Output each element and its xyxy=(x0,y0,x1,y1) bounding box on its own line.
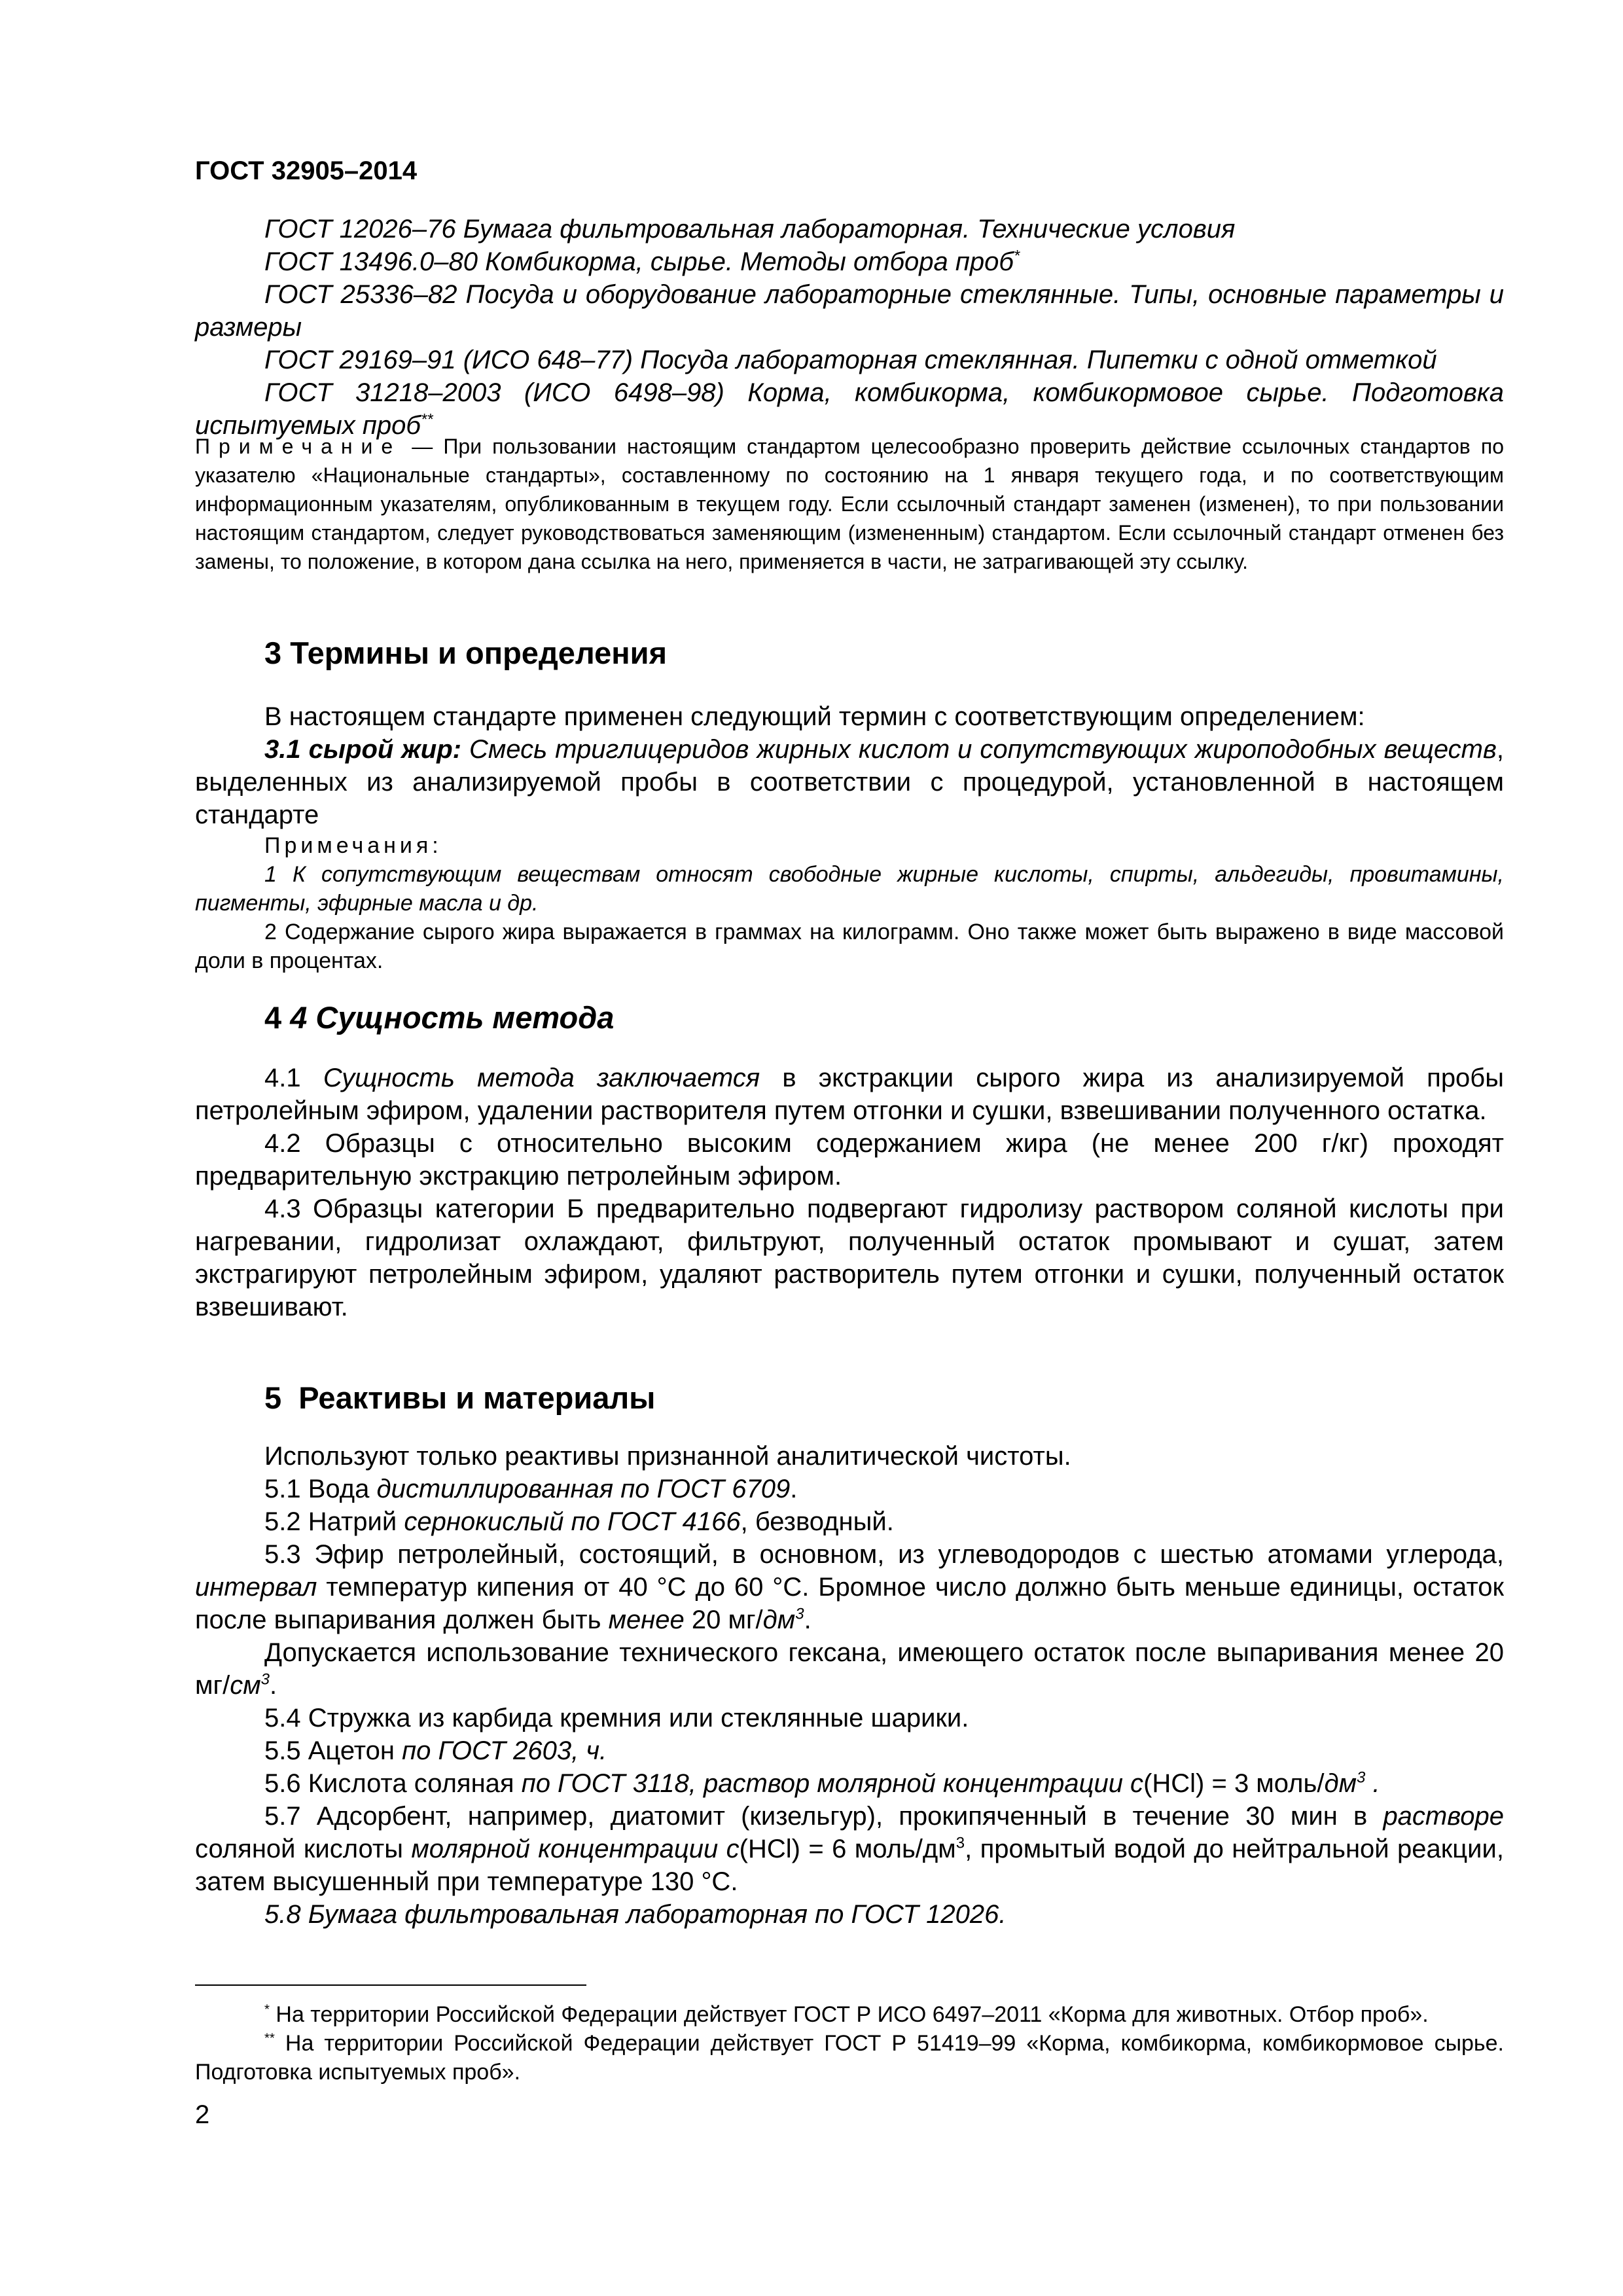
footnote-marker: * xyxy=(1013,247,1020,265)
paragraph: 5.5 Ацетон по ГОСТ 2603, ч. xyxy=(264,1736,607,1765)
section-5-body xyxy=(195,1440,1504,1931)
paragraph: Используют только реактивы признанной аналитической чистоты. xyxy=(264,1442,1071,1471)
term: 3.1 сырой жир: xyxy=(264,735,461,764)
footnote-marker: ** xyxy=(420,410,433,429)
footnote-marker: * xyxy=(264,2002,270,2017)
paragraph: 5.7 Адсорбент, например, диатомит (кизельгур), прокипяченный в течение 30 мин в растворе соляной кислоты молярной концентрации с(HCl) = 6 моль/$дм^3$, промытый водой до нейтральной реакции, затем высушенный при температуре 130 °С. xyxy=(195,1802,1504,1896)
footnote: ** На территории Российской Федерации действует ГОСТ Р 51419–99 «Корма, комбикорма, комбикормовое сырье. Подготовка испытуемых проб». xyxy=(195,2031,1504,2085)
paragraph: В настоящем стандарте применен следующий термин с соответствующим определением: xyxy=(264,702,1365,731)
reference-item: ГОСТ 25336–82 Посуда и оборудование лабораторные стеклянные. Типы, основные параметры и размеры xyxy=(195,280,1504,342)
references-note: Примечание — При пользовании настоящим стандартом целесообразно проверить действие ссылочных стандартов по указателю «Национальные стандарты», составленному по состоянию на 1 января текущего года, и по соответствующим информационным указателям, опубликованным в текущем году. Если ссылочный стандарт заменен (изменен), то при пользовании настоящим стандартом, следует руководствоваться заменяющим (измененным) стандартом. Если ссылочный стандарт отменен без замены, то положение, в котором дана ссылка на него, применяется в части, не затрагивающей эту ссылку. xyxy=(195,435,1505,573)
paragraph: 5.6 Кислота соляная по ГОСТ 3118, раствор молярной концентрации с(HCl) = 3 моль/$дм^3$ . xyxy=(264,1768,1380,1798)
section-4-title: 4 4 Сущность метода xyxy=(264,1000,615,1035)
paragraph: 4.2 Образцы с относительно высоким содержанием жира (не менее 200 г/кг) проходят предварительную экстракцию петролейным эфиром. xyxy=(195,1129,1504,1191)
document-code: ГОСТ 32905–2014 xyxy=(195,156,418,185)
reference-item: ГОСТ 13496.0–80 Комбикорма, сырье. Методы отбора проб* xyxy=(264,247,1020,276)
paragraph: 5.3 Эфир петролейный, состоящий, в основном, из углеводородов с шестью атомами углерода, интервал температур кипения от 40 °С до 60 °С. Бромное число должно быть меньше единицы, остаток после выпаривания должен быть менее 20 $мг/дм^3$. xyxy=(195,1540,1504,1634)
footnote-marker: ** xyxy=(264,2031,275,2046)
paragraph: 4.1 Сущность метода заключается в экстракции сырого жира из анализируемой пробы петролейным эфиром, удалении растворителя путем отгонки и сушки, взвешивании полученного остатка. xyxy=(195,1064,1504,1125)
note-label: Примечание xyxy=(195,435,402,458)
section-3-title: 3 Термины и определения xyxy=(264,636,667,670)
section-4-body xyxy=(195,1062,1504,1323)
reference-item: ГОСТ 12026–76 Бумага фильтровальная лабораторная. Технические условия xyxy=(264,215,1236,243)
paragraph: 5.1 Вода дистиллированная по ГОСТ 6709. xyxy=(264,1475,798,1503)
footnote: * На территории Российской Федерации действует ГОСТ Р ИСО 6497–2011 «Корма для животных. Отбор проб». xyxy=(264,2002,1429,2027)
paragraph: 4.3 Образцы категории Б предварительно подвергают гидролизу раствором соляной кислоты при нагревании, гидролизат охлаждают, фильтруют, полученный остаток промывают и сушат, затем экстрагируют петролейным эфиром, удаляют растворитель путем отгонки и сушки, полученный остаток взвешивают. xyxy=(195,1194,1504,1321)
term-definition: 3.1 сырой жир: Смесь триглицеридов жирных кислот и сопутствующих жироподобных веществ, выделенных из анализируемой пробы в соответствии с процедурой, установленной в настоящем стандарте xyxy=(195,735,1504,829)
note-item: 2 Содержание сырого жира выражается в граммах на килограмм. Оно также может быть выражено в виде массовой доли в процентах. xyxy=(195,920,1504,973)
footnotes xyxy=(195,2000,1504,2087)
note-item: 1 К сопутствующим веществам относят свободные жирные кислоты, спирты, альдегиды, провитамины, пигменты, эфирные масла и др. xyxy=(195,862,1504,916)
paragraph: Допускается использование технического гексана, имеющего остаток после выпаривания менее 20 $мг/см^3$. xyxy=(195,1638,1504,1700)
footnote-separator xyxy=(195,1984,586,1986)
reference-item: ГОСТ 29169–91 (ИСО 648–77) Посуда лабораторная стеклянная. Пипетки с одной отметкой xyxy=(264,346,1437,374)
notes-label: Примечания: xyxy=(264,833,442,858)
normative-references xyxy=(195,213,1504,442)
page-number: 2 xyxy=(195,2100,210,2129)
paragraph: 5.4 Стружка из карбида кремния или стеклянные шарики. xyxy=(264,1704,969,1732)
reference-item: ГОСТ 31218–2003 (ИСО 6498–98) Корма, комбикорма, комбикормовое сырье. Подготовка испытуемых проб** xyxy=(195,378,1504,440)
paragraph: 5.8 Бумага фильтровальная лабораторная по ГОСТ 12026. xyxy=(264,1900,1007,1929)
section-3-body xyxy=(195,700,1504,975)
paragraph: 5.2 Натрий сернокислый по ГОСТ 4166, безводный. xyxy=(264,1507,894,1536)
section-5-title: 5 Реактивы и материалы xyxy=(264,1380,656,1415)
